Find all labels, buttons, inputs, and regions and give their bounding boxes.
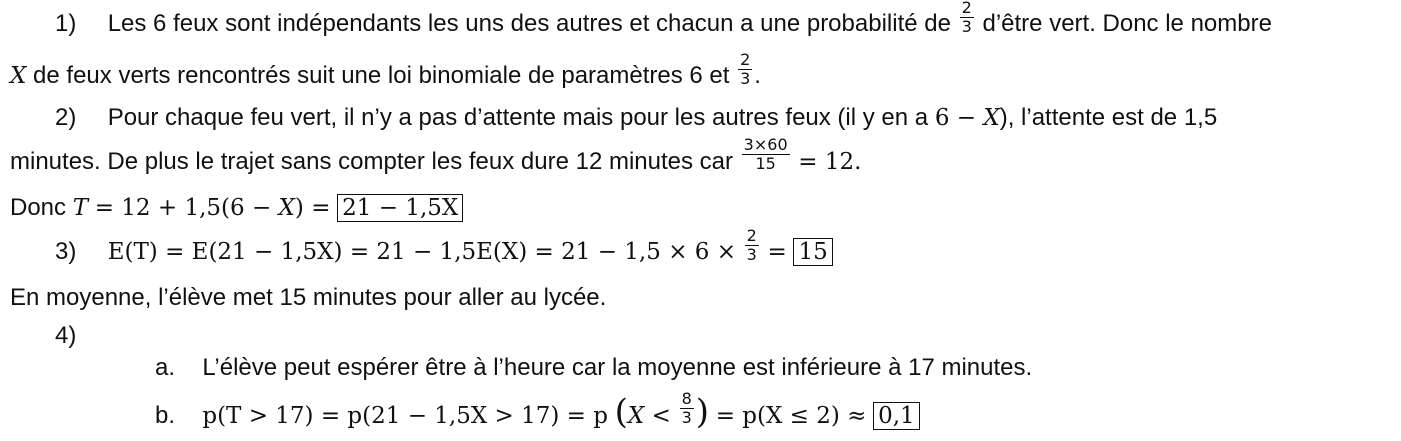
q1-text-3: de feux verts rencontrés suit une loi binomiale de paramètres 6 et	[33, 62, 730, 89]
q2-line-2	[10, 135, 862, 176]
q3-conclusion: En moyenne, l’élève met 15 minutes pour aller au lycée.	[10, 284, 607, 311]
q2-var-t: T	[72, 195, 89, 221]
q2-var-x: X	[983, 105, 1000, 131]
q2-math-3: = 12 + 1,5(6 −	[94, 195, 279, 221]
q1-fraction-2: $\frac{2}{3}$	[740, 50, 751, 89]
q3-equals: =	[767, 239, 787, 265]
q4-number: 4)	[55, 322, 77, 349]
q4-b-boxed-result: 0,1	[873, 402, 920, 430]
q3-expression: E(T) = E(21 − 1,5X) = 21 − 1,5E(X) = 21 − 1,5 × 6 ×	[107, 239, 736, 265]
q4-b-label: b.	[155, 402, 176, 429]
q2-var-x-2: X	[278, 195, 295, 221]
q4-a-label: a.	[155, 354, 176, 381]
q4-a-line	[155, 354, 1032, 382]
q1-fraction: $\frac{2}{3}$	[961, 0, 972, 37]
q2-line-3	[10, 194, 463, 222]
q3-boxed-result: 15	[793, 238, 832, 266]
q1-text-2: d’être vert. Donc le nombre	[982, 10, 1272, 37]
q3-line-1	[55, 226, 833, 266]
q4-b-expression-2: = p(X ≤ 2) ≈	[715, 403, 867, 429]
q2-math-2: = 12.	[798, 149, 862, 175]
q2-text-3: minutes. De plus le trajet sans compter les feux dure 12 minutes car	[10, 148, 733, 175]
q1-line-2	[10, 50, 761, 90]
q1-number: 1)	[55, 10, 77, 37]
q3-number: 3)	[55, 238, 77, 265]
q2-math-1: 6 −	[934, 105, 984, 131]
q3-fraction: $\frac{2}{3}$	[746, 226, 757, 265]
q2-number: 2)	[55, 104, 77, 131]
q1-var-x: X	[10, 63, 27, 89]
q1-end: .	[754, 62, 761, 89]
q2-math-4: ) =	[294, 195, 331, 221]
q4-b-fraction: $\frac{8}{3}$	[681, 389, 692, 428]
q1-line-1	[55, 0, 1272, 38]
q2-donc: Donc	[10, 194, 67, 221]
q2-text-2: ), l’attente est de 1,5	[999, 104, 1218, 131]
q4-b-line	[155, 389, 920, 432]
q4-b-inner: X <	[627, 403, 671, 429]
q2-line-1	[55, 104, 1217, 132]
q4-b-paren-open: (	[614, 392, 628, 432]
q1-text-1: Les 6 feux sont indépendants les uns des autres et chacun a une probabilité de	[107, 10, 951, 37]
q4-b-paren-close: )	[695, 392, 710, 432]
q2-boxed-result: 21 − 1,5X	[337, 194, 463, 222]
q2-text-1: Pour chaque feu vert, il n’y a pas d’attente mais pour les autres feux (il y en a	[107, 104, 929, 131]
q4-a-text: L’élève peut espérer être à l’heure car la moyenne est inférieure à 17 minutes.	[202, 354, 1033, 381]
q2-fraction: $\frac{3\times 60}{15}$	[743, 135, 788, 174]
q4-b-expression-1: p(T > 17) = p(21 − 1,5X > 17) = p	[202, 403, 608, 429]
